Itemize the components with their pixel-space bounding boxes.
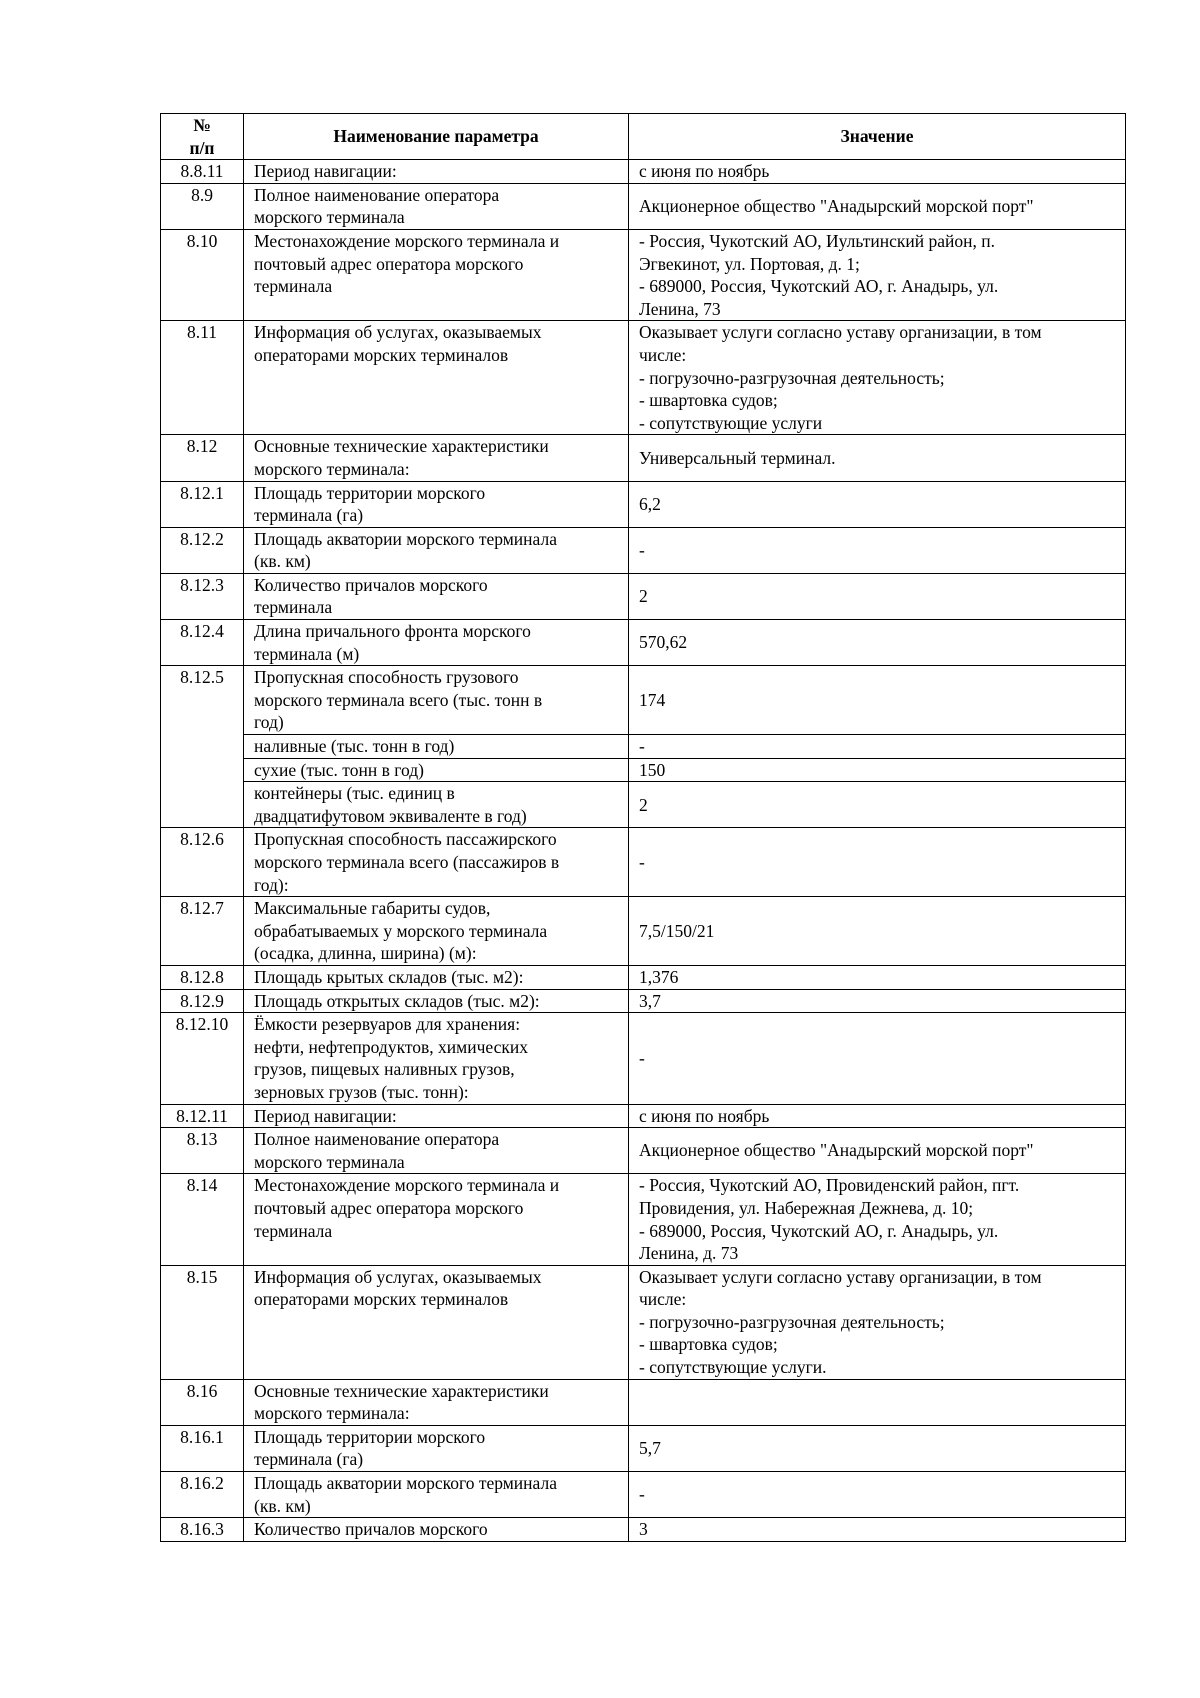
- table-row: [161, 229, 1126, 320]
- row-number: 8.12.11: [161, 1104, 244, 1128]
- parameter-name: [244, 897, 629, 966]
- table-row: [161, 160, 1126, 184]
- parameter-value-line: -: [639, 539, 645, 560]
- parameter-name-line: Площадь акватории морского терминала: [254, 528, 557, 549]
- parameter-name: [244, 573, 629, 619]
- row-number: 8.12.7: [161, 897, 244, 966]
- parameter-name: [244, 782, 629, 828]
- row-number: 8.15: [161, 1265, 244, 1379]
- parameter-value-line: -: [639, 1484, 645, 1505]
- parameter-value-line: с июня по ноябрь: [639, 161, 770, 182]
- table-header-row: [161, 114, 1126, 160]
- header-number-line: п/п: [189, 137, 215, 158]
- parameter-name-line: морского терминала:: [254, 1403, 410, 1424]
- parameter-value: [629, 1518, 1126, 1542]
- row-number: 8.12.5: [161, 666, 244, 828]
- parameter-value-line: 3: [639, 1519, 648, 1540]
- table-row: [161, 435, 1126, 481]
- parameter-name-line: Ёмкости резервуаров для хранения:: [254, 1014, 521, 1035]
- table-row: [161, 1174, 1126, 1265]
- parameter-name-line: Количество причалов морского: [254, 1519, 488, 1540]
- parameter-name-line: Площадь акватории морского терминала: [254, 1473, 557, 1494]
- parameter-name-line: терминала (га): [254, 505, 364, 526]
- parameter-value-line: с июня по ноябрь: [639, 1105, 770, 1126]
- parameter-value-line: Акционерное общество "Анадырский морской порт": [639, 196, 1034, 217]
- parameter-name-line: зерновых грузов (тыс. тонн):: [254, 1081, 469, 1102]
- row-number: 8.10: [161, 229, 244, 320]
- parameter-value-line: Оказывает услуги согласно уставу организации, в том: [639, 1266, 1042, 1287]
- parameter-value-line: Ленина, 73: [639, 298, 721, 319]
- parameter-value: [629, 1013, 1126, 1104]
- parameter-name-line: морского терминала:: [254, 458, 410, 479]
- parameter-name: [244, 828, 629, 897]
- parameter-value-line: - 689000, Россия, Чукотский АО, г. Анадырь, ул.: [639, 276, 999, 297]
- parameter-value-line: числе:: [639, 344, 687, 365]
- row-number: 8.12.3: [161, 573, 244, 619]
- parameter-value-line: 174: [639, 689, 666, 710]
- table-row: [161, 1104, 1126, 1128]
- parameter-name-line: Основные технические характеристики: [254, 1380, 549, 1401]
- table-row: [161, 1472, 1126, 1518]
- table-row: [161, 1013, 1126, 1104]
- row-number: 8.16.3: [161, 1518, 244, 1542]
- table-row: [161, 897, 1126, 966]
- table-row: [161, 1265, 1126, 1379]
- parameter-name-line: год):: [254, 874, 289, 895]
- parameter-name-line: сухие (тыс. тонн в год): [254, 759, 424, 780]
- parameter-value-line: 5,7: [639, 1438, 661, 1459]
- row-number: 8.12: [161, 435, 244, 481]
- header-value: Значение: [629, 114, 1126, 160]
- parameter-name-line: почтовый адрес оператора морского: [254, 1197, 524, 1218]
- parameter-value: [629, 435, 1126, 481]
- parameter-name-line: двадцатифутовом эквиваленте в год): [254, 805, 527, 826]
- row-number: 8.14: [161, 1174, 244, 1265]
- table-row: [161, 1518, 1126, 1542]
- parameter-value-line: Универсальный терминал.: [639, 447, 836, 468]
- row-number: 8.16.1: [161, 1425, 244, 1471]
- parameter-name: [244, 1472, 629, 1518]
- parameter-value-line: -: [639, 1048, 645, 1069]
- parameter-value-line: - швартовка судов;: [639, 390, 778, 411]
- parameter-value-line: Ленина, д. 73: [639, 1243, 739, 1264]
- parameter-value: [629, 1265, 1126, 1379]
- row-number: 8.16.2: [161, 1472, 244, 1518]
- parameter-name-line: Информация об услугах, оказываемых: [254, 322, 542, 343]
- parameter-name: [244, 1174, 629, 1265]
- parameter-name: [244, 666, 629, 735]
- parameter-name-line: грузов, пищевых наливных грузов,: [254, 1059, 515, 1080]
- parameter-name: [244, 735, 629, 759]
- table-row: [161, 735, 1126, 759]
- table-row: [161, 321, 1126, 435]
- parameter-value: [629, 527, 1126, 573]
- parameter-name-line: Пропускная способность пассажирского: [254, 829, 557, 850]
- parameter-value-line: 3,7: [639, 990, 661, 1011]
- parameter-value-line: 2: [639, 794, 648, 815]
- parameter-value-line: 6,2: [639, 493, 661, 514]
- parameter-value: [629, 573, 1126, 619]
- parameter-name: [244, 965, 629, 989]
- table-row: [161, 965, 1126, 989]
- parameter-name: [244, 758, 629, 782]
- table-row: [161, 989, 1126, 1013]
- row-number: 8.13: [161, 1128, 244, 1174]
- parameter-name-line: Период навигации:: [254, 1105, 397, 1126]
- row-number: 8.8.11: [161, 160, 244, 184]
- parameter-name-line: операторами морских терминалов: [254, 1289, 509, 1310]
- parameter-name-line: Информация об услугах, оказываемых: [254, 1266, 542, 1287]
- parameter-value-line: - сопутствующие услуги: [639, 412, 823, 433]
- parameter-value-line: 2: [639, 586, 648, 607]
- parameter-name: [244, 321, 629, 435]
- parameter-name: [244, 989, 629, 1013]
- parameter-value: [629, 897, 1126, 966]
- parameter-value: [629, 183, 1126, 229]
- parameter-name: [244, 1425, 629, 1471]
- table-row: [161, 183, 1126, 229]
- parameter-name: [244, 229, 629, 320]
- parameter-name-line: терминала: [254, 1220, 333, 1241]
- parameter-value-line: - погрузочно-разгрузочная деятельность;: [639, 367, 945, 388]
- parameter-name-line: терминала (га): [254, 1449, 364, 1470]
- parameter-name-line: (кв. км): [254, 551, 311, 572]
- parameter-value-line: 570,62: [639, 632, 688, 653]
- parameter-name-line: Местонахождение морского терминала и: [254, 230, 560, 251]
- row-number: 8.12.10: [161, 1013, 244, 1104]
- parameter-name-line: Полное наименование оператора: [254, 1129, 500, 1150]
- parameter-value: [629, 758, 1126, 782]
- parameter-value: [629, 481, 1126, 527]
- parameter-name: [244, 1265, 629, 1379]
- parameter-name-line: Местонахождение морского терминала и: [254, 1175, 560, 1196]
- parameter-name: [244, 1379, 629, 1425]
- parameter-value: [629, 666, 1126, 735]
- table-row: [161, 1379, 1126, 1425]
- terminal-parameters-table: [160, 113, 1126, 1542]
- parameter-value: [629, 828, 1126, 897]
- parameter-value: [629, 735, 1126, 759]
- parameter-name-line: обрабатываемых у морского терминала: [254, 920, 548, 941]
- parameter-name: [244, 1128, 629, 1174]
- header-parameter-name: Наименование параметра: [244, 114, 629, 160]
- parameter-name-line: морского терминала: [254, 207, 405, 228]
- table-row: [161, 782, 1126, 828]
- parameter-value-line: Оказывает услуги согласно уставу организации, в том: [639, 322, 1042, 343]
- parameter-name-line: Пропускная способность грузового: [254, 667, 519, 688]
- parameter-value-line: - Россия, Чукотский АО, Провиденский район, пгт.: [639, 1175, 1020, 1196]
- parameter-value-line: - сопутствующие услуги.: [639, 1357, 827, 1378]
- parameter-value-line: Акционерное общество "Анадырский морской порт": [639, 1140, 1034, 1161]
- parameter-name: [244, 183, 629, 229]
- parameter-name-line: морского терминала всего (тыс. тонн в: [254, 689, 543, 710]
- parameter-name-line: морского терминала всего (пассажиров в: [254, 852, 560, 872]
- row-number: 8.12.8: [161, 965, 244, 989]
- parameter-name-line: Площадь территории морского: [254, 482, 486, 503]
- parameter-value-line: - погрузочно-разгрузочная деятельность;: [639, 1311, 945, 1332]
- parameter-value: [629, 1174, 1126, 1265]
- parameter-name: [244, 481, 629, 527]
- header-number-line: №: [193, 115, 211, 135]
- parameter-name-line: контейнеры (тыс. единиц в: [254, 783, 455, 804]
- row-number: 8.12.4: [161, 620, 244, 666]
- parameter-value: [629, 965, 1126, 989]
- table-row: [161, 527, 1126, 573]
- parameter-name-line: Количество причалов морского: [254, 574, 488, 595]
- parameter-value-line: - швартовка судов;: [639, 1334, 778, 1355]
- row-number: 8.12.2: [161, 527, 244, 573]
- parameter-value: [629, 1104, 1126, 1128]
- parameter-name: [244, 1518, 629, 1542]
- row-number: 8.11: [161, 321, 244, 435]
- parameter-name-line: морского терминала: [254, 1151, 405, 1172]
- parameter-name-line: Площадь открытых складов (тыс. м2):: [254, 990, 540, 1011]
- parameter-name: [244, 435, 629, 481]
- parameter-value-line: 1,376: [639, 966, 679, 987]
- parameter-name-line: Максимальные габариты судов,: [254, 898, 491, 919]
- parameter-value-line: 150: [639, 759, 666, 780]
- parameter-value-line: - 689000, Россия, Чукотский АО, г. Анадырь, ул.: [639, 1220, 999, 1241]
- parameter-value: [629, 1425, 1126, 1471]
- parameter-name-line: операторами морских терминалов: [254, 344, 509, 365]
- table-body: [161, 160, 1126, 1542]
- parameter-name-line: Полное наименование оператора: [254, 184, 500, 205]
- row-number: 8.12.1: [161, 481, 244, 527]
- parameter-name-line: (осадка, длинна, ширина) (м):: [254, 943, 477, 964]
- table-row: [161, 1425, 1126, 1471]
- parameter-value: [629, 782, 1126, 828]
- parameter-name-line: наливные (тыс. тонн в год): [254, 736, 455, 757]
- parameter-name-line: терминала: [254, 597, 333, 618]
- parameter-name: [244, 1013, 629, 1104]
- parameter-value-line: Провидения, ул. Набережная Дежнева, д. 10;: [639, 1197, 974, 1218]
- parameter-value-line: - Россия, Чукотский АО, Иультинский район, п.: [639, 230, 995, 251]
- parameter-value-line: -: [639, 736, 645, 757]
- parameter-name-line: терминала (м): [254, 643, 360, 664]
- parameter-name-line: почтовый адрес оператора морского: [254, 253, 524, 274]
- table-row: [161, 1128, 1126, 1174]
- parameter-value-line: Эгвекинот, ул. Портовая, д. 1;: [639, 253, 860, 274]
- parameter-name: [244, 527, 629, 573]
- parameter-name-line: год): [254, 712, 284, 733]
- parameter-name-line: Период навигации:: [254, 161, 397, 182]
- parameter-value: [629, 620, 1126, 666]
- parameter-name-line: терминала: [254, 276, 333, 297]
- parameter-value: [629, 1379, 1126, 1425]
- table-row: [161, 481, 1126, 527]
- header-number: [161, 114, 244, 160]
- row-number: 8.12.9: [161, 989, 244, 1013]
- parameter-value: [629, 160, 1126, 184]
- parameter-value: [629, 321, 1126, 435]
- parameter-value: [629, 229, 1126, 320]
- parameter-value: [629, 989, 1126, 1013]
- row-number: 8.9: [161, 183, 244, 229]
- parameter-value-line: 7,5/150/21: [639, 920, 715, 941]
- parameter-name-line: Площадь крытых складов (тыс. м2):: [254, 966, 524, 987]
- parameter-name: [244, 1104, 629, 1128]
- parameter-name-line: нефти, нефтепродуктов, химических: [254, 1036, 528, 1057]
- parameter-name: [244, 620, 629, 666]
- parameter-name: [244, 160, 629, 184]
- table-row: [161, 828, 1126, 897]
- table-row: [161, 573, 1126, 619]
- table-row: [161, 758, 1126, 782]
- parameter-name-line: Длина причального фронта морского: [254, 621, 531, 642]
- parameter-value: [629, 1472, 1126, 1518]
- table-row: [161, 666, 1126, 735]
- parameter-value-line: -: [639, 852, 645, 872]
- parameter-value: [629, 1128, 1126, 1174]
- parameter-name-line: Основные технические характеристики: [254, 436, 549, 457]
- parameter-value-line: числе:: [639, 1289, 687, 1310]
- parameter-name-line: Площадь территории морского: [254, 1426, 486, 1447]
- row-number: 8.12.6: [161, 828, 244, 897]
- row-number: 8.16: [161, 1379, 244, 1425]
- parameter-name-line: (кв. км): [254, 1495, 311, 1516]
- table-row: [161, 620, 1126, 666]
